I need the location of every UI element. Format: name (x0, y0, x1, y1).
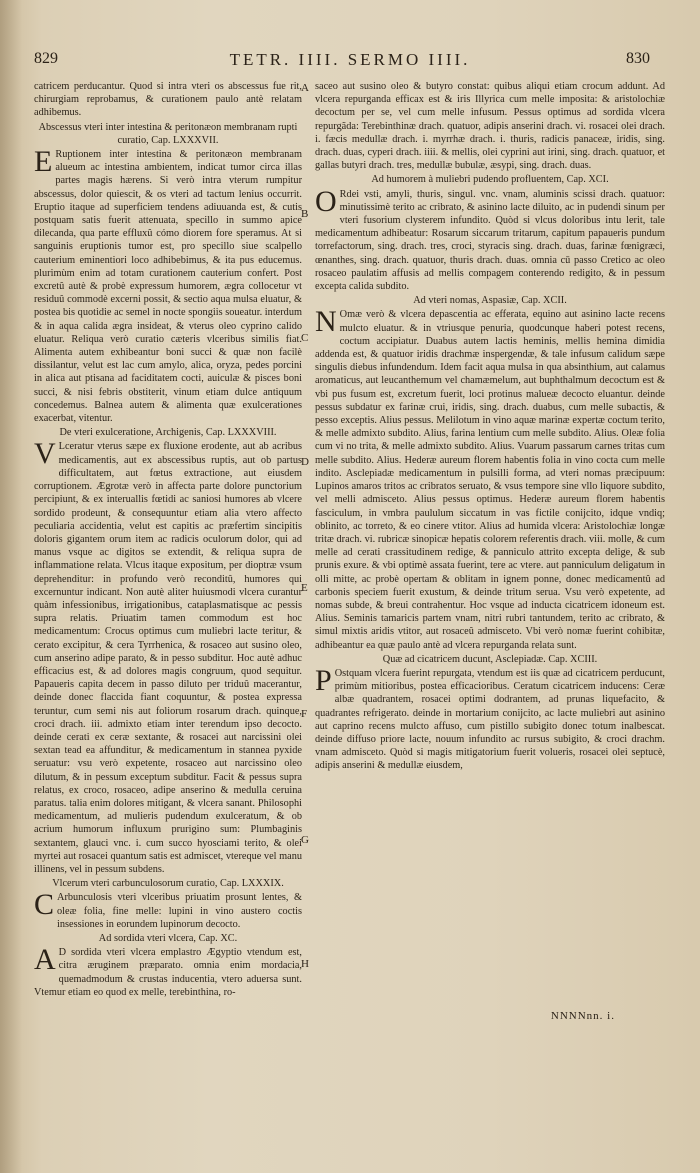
paragraph (34, 888, 302, 931)
section-heading (315, 173, 665, 186)
paragraph-text: saceo aut susino oleo & butyro constat: quibus aliqui etiam crocum addunt. Ad vlcera repurganda efficax est & iris Illyrica cum melle imposita: & aristolochiæ decoctum per se, vel cum melle infusum. Pessus optimus ad sordida vlcera repurgãda: Terebinthinæ drach. quatuor, adipis anserini drach. vi. rosacei olei drach. i. fæcis medullæ drach. i. myrrhæ drach. i. thuris, radicis panaceæ, iridis, sing. drach. duas, cyperi drach. iiii. & mellis, olei cyprini aut irini, sing. drach. quatuor, et gallas butyri drach. tres, medullæ bubulæ, æsypi, sing. drach. duas. (315, 81, 665, 172)
right-text-column (315, 80, 665, 773)
paragraph (34, 145, 302, 425)
paragraph-text: De vteri exulceratione, Archigenis, Cap. LXXXVIII. (59, 427, 277, 439)
drop-cap: P (315, 663, 332, 697)
margin-letter: A (301, 82, 309, 94)
gutter-shadow (0, 0, 22, 1173)
paragraph-text: Abscessus vteri inter intestina & peritonæon membranam rupti curatio, Cap. LXXXVII. (38, 121, 298, 146)
margin-letter: E (301, 582, 308, 594)
signature-mark: NNNNnn. i. (550, 1010, 615, 1022)
paragraph-text: Ostquam vlcera fuerint repurgata, vtendum est iis quæ ad cicatricem perducunt, primùm mitioribus, postea efficacioribus. Ceratum cicatricem inducens: Ceræ albæ quadrantem, rosacei optimi dodrantem, ad prunas liquefacito, & quadrantes refrigerato. deinde in mortarium conijcito, ac lacte muliebri aut asinino aut caprino recens mulcto affuso, cum pistillo subigito donec totum inalbescat. deinde diffuso priore lacte, nouum infundito ac rursus subigito, & croci drachm. vnam admisceto. Quòd si magis mitigatorium fuerit volueris, rosacei olei septucè, adipis anserini & medullæ eiusdem, (315, 667, 665, 772)
margin-letter: H (301, 958, 309, 970)
paragraph-text: D sordida vteri vlcera emplastro Ægyptio vtendum est, citra æruginem præparato. omnia enim mordacia, quemadmodum & crustas inducentia, vtero aduersa sunt. Vtemur etiam eo quod ex melle, terebinthina, ro- (34, 947, 302, 998)
margin-letter: F (301, 708, 308, 720)
section-heading (34, 426, 302, 439)
paragraph-text: Ad vteri nomas, Aspasiæ, Cap. XCII. (413, 295, 567, 307)
paragraph-text: Ad sordida vteri vlcera, Cap. XC. (98, 933, 238, 944)
paragraph (34, 80, 302, 120)
paragraph (315, 305, 665, 651)
section-heading (315, 294, 665, 307)
margin-letter: D (301, 456, 309, 468)
page-number-right: 830 (626, 50, 650, 67)
section-heading (34, 877, 302, 890)
margin-letter: B (301, 208, 309, 220)
paragraph-text: Vlcerum vteri carbunculosorum curatio, Cap. LXXXIX. (52, 878, 284, 890)
margin-letter: C (301, 332, 309, 344)
paragraph (315, 184, 665, 294)
paragraph-text: Rdei vsti, amyli, thuris, singul. vnc. vnam, aluminis scissi drach. quatuor: minutissimè terito ac cribrato, & asinino lacte diluito, ac in pudendi sinum per vteri fusorium clysterem infundito. Quòd si vlcus doloribus intu lerit, tale medicamentum adhibeatur: Rosarum siccarum tritarum, capitum papaueris pundum torrefactorum, sing. drach. tres, croci, styracis sing. drach. duas, farinæ fœnigræci, œnanthes, sing. drach. quatuor, thuris drach. duas. omnia cū passo Cretico ac oleo rosaceo paulatim affusis ad mellis compagem conterendo redigito, & in pessum excepta calida subdito. (315, 188, 665, 293)
running-head: TETR. IIII. SERMO IIII. (229, 50, 471, 69)
paragraph-text: catricem perducantur. Quod si intra vteri os abscessus fue rit, chirurgiam reprobamus, & curationem paulo antè relatam adhibemus. (34, 81, 302, 119)
drop-cap: A (34, 943, 56, 977)
section-heading (34, 932, 302, 945)
page-header (0, 50, 700, 78)
paragraph (315, 80, 665, 172)
paragraph-text: Ad humorem à muliebri pudendo profluentem, Cap. XCI. (371, 174, 609, 186)
drop-cap: N (315, 305, 337, 339)
paragraph (315, 663, 665, 773)
paragraph-text: Lceratur vterus sæpe ex fluxione erodente, aut ab acribus medicamentis, aut ex abscessibus ruptis, aut ob partus difficultatem, aut fœtus extractione, aut eiusdem corruptionem. Ægrotæ verò in affecta parte dolore punctorium percipiunt, & ex interuallis fœtidi ac saniosi humores ab vlcere sordido prodeunt, & consequuntur etiam alia vtero affecto peculiaria accidentia, velut est capitis ac præfertim sincipitis doloris gigantem orum item ac radicis oculorum dolor, qui ad manus vsque ac digitos se extendit, & reliqua supra de inflammatione relata. Vlcus itaque expositum, per dioptræ vsum deprehenditur: in profundo verò reconditû, humores qui excernuntur indicant. Non autè aliter huiusmodi vlcera curantur quàm infessionibus, irrigationibus, cataplasmatisque ac pessis supra relatis. Priuatim tamen commodum est hoc medicamentum: Crocus optimus cum muliebri lacte teritur, & cerato excipitur, & cera Tyrrhenica, & rosaceo aut susino oleo, cum anserino adipe parato, & in pesso subditur. Hoc autè adhuc efficacius est, & ad dolores magis congruum, quod sequitur. Papaueris capita decem in passo diluto per triduû macerantur, deinde donec flaccida fiant coquuntur, & postea expressa teruntur, cum semi nis aut foliorum rosarum drach. quinque, croci drach. iii. admixto etiam inter terendum ipso decocto. deinde cerati ex ceræ sextante, & rosacei aut narcissini olei sextan tead ea affunditur, & medicamentum in stannea pyxide seruatur: vsu verò expetente, rosaceo aut narcissino oleo dilutum, & in pessum exceptum subditur. Facit & pessus supra relatus, ex croco, rosaceo, adipe anserino & medulla ceruina paratus. talia enim dolores mitigant, & vlcera sanant. Philosophi medicamentum, ad mulieris pudendum exulceratum, & ob acrium humorum influxum prurigino sum: Plumbaginis sextantem, glauci vnc. i. cum succo hyosciami terito, & olei myrtei aut rosacei quantum satis est admiscet, vtereque vel manu illinens, vel in pessum subdens. (34, 441, 302, 875)
margin-letter: G (301, 834, 309, 846)
drop-cap: V (34, 437, 56, 471)
paragraph (34, 437, 302, 876)
section-heading (34, 121, 302, 147)
paragraph-text: Omæ verò & vlcera depascentia ac efferata, equino aut asinino lacte recens mulcto eluatur. & in vtriusque penuria, quodcunque haberi potest recens, coctum accipiatur. Duabus autem lactis heminis, mellis hemina dimidia addenda est, & quatuor iridis drachmæ inspergendæ, & tale infusum calidum sæpe singulis diebus infundendum. Idem facit aqua mulsa in qua absinthium, aut calamus aromaticus, aut leucanthemum vel chamæmelum, aut buphthalmum decoctum est & vbi pus fusum est, excretum fuerit, loci protinus malueæ decocto eluantur. deinde pessus subdatur ex farinæ crui, iridis, sing. drach. duabus, cum melle subactis, & pesso exceptis. Alius pessus. Melilotum in vino aquæ marinæ expertæ coctum terito, & melle admixto subdito. Alius, farina lentium cum melle subdito. Alius. Oleæ folia cum vi no trita, & melle admixto subdito. Alius. Vuarum passarum carnes tritas cum melle subdito. Alius. Hederæ aureum florem habentis folia in vino cocta cum melle indito. Asclepiadæ medicamentum in pulsilli forma, ad vteri nomas præcipuum: Lupinos amaros tritos ac cribratos seruato, & vsus tempore sine vllo liquore subdito, vel melli admisceto. Alius pessus optimus. Hederæ aureum florem habentis fasciculum, in vmbra paululum siccatum in vas fictile conijcito, idque vndiq; oblinito, ac torreto, & eo cinere vtitor. Alius ad humida vlcera: Aristolochiæ longæ tritæ drach. vi. rubricæ sinopicæ hepatis colorem referentis drach. viii. molle, & cum melle ad cerati crassitudinem redige, & panniculo attrito excepta delige, & sub prunis exure. & vbi optimè assata fuerint, tere ac vtere. aut panniculum deligatum in olli mitte, ac probè opertam & oblitam in ignem ponne, donec medicamentû ad carbonis speciem fuerit exustum, & deinde tritum serua. Vsu verò expetente, ad nomas subde, & breui contrahentur. Hoc vsque ad inducta cicatricem idoneum est. Alius. Seminis tamaricis partem vnam, nitri rubri tantundem, terito ac cribrato, & simul mixtis aridis vtitor, aut rosaceû admisceto. Vbi verò nomæ fuerint cohibitæ, adhibeantur ea quæ paulo antè ad vlcera repurganda relata sunt. (315, 309, 665, 651)
paragraph-text: Ruptionem inter intestina & peritonæon membranam alueum ac intestina ambientem, indicat tumor circa illas partes magis hærens. Si verò intra vterum rumpitur abscessus, dolor quiescit, & os vteri ad tactum lenius occurrit. Eruptio itaque ad superficiem tendens adiuuanda est, & cutis postquam satis fuerit attenuata, specillo in summo apice dilecanda, qua parte effluxû cómo diorem fore speramus. At si sanguinis eruptionis tumor est, pro specillo siue scalpello cauterium eminentiori loco adhibebimus, & ita pus educemus. plurimùm enim ad totam curationem cauterium confert. Post excretû autè & probè expressum humorem, ægra collocetur vt residuû commodè excerni possit, & sectio aqua mulsa eluatur, & postea bis quotidie ac semel in nocte spongiis soueatur. interdum & in aqua calida ægra insideat, & vterus oleo cyprino calido eluatur. Reliqua verò curatio cæteris vlceribus similis fiat. Alimenta autem exhibeantur boni succi & quæ non facilè dissilantur, velut est lac cum amylo, alica, oryza, pedes porcini in alica aut ptisana ad faciditatem cocti, auiculæ & pisces boni succi, & nisi febris obstiterit, vinum etiam dulce antiquum concedemus. Balnea autem & alimenta quæ exulcerationes exacerbat, vitentur. (34, 149, 302, 425)
section-heading (315, 653, 665, 666)
drop-cap: C (34, 888, 55, 922)
left-text-column (34, 80, 302, 999)
drop-cap: E (34, 145, 53, 179)
paragraph (34, 943, 302, 999)
drop-cap: O (315, 184, 337, 218)
paragraph-text: Quæ ad cicatricem ducunt, Asclepiadæ. Cap. XCIII. (382, 653, 598, 665)
paragraph-text: Arbunculosis vteri vlceribus priuatim prosunt lentes, & oleæ folia, fine melle: lupini in vino austero coctis insessiones in eorundem lupinorum decocto. (57, 892, 302, 930)
page-number-left: 829 (34, 50, 58, 67)
